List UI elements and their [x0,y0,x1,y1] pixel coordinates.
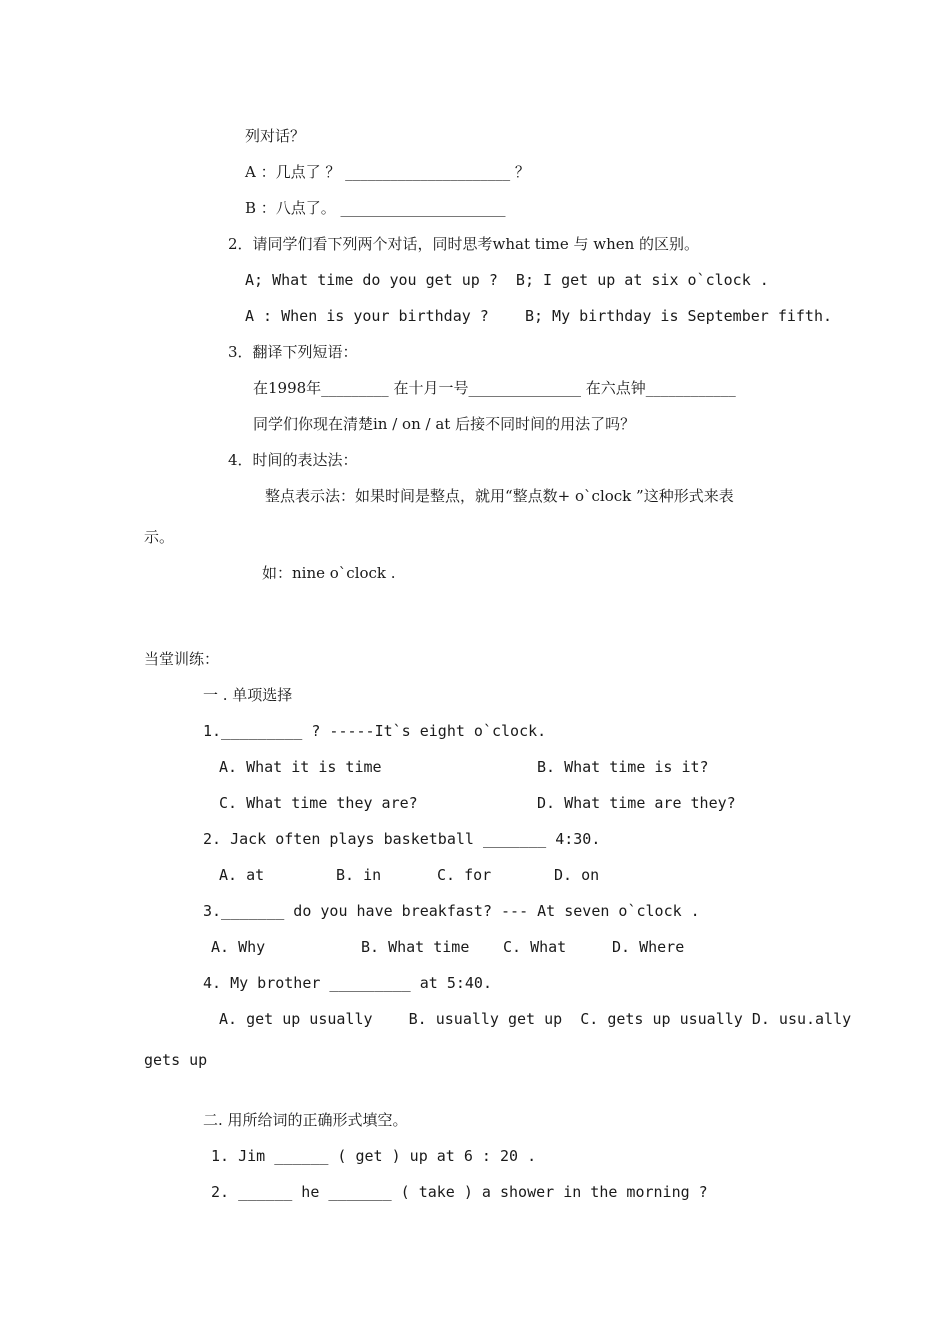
choice-option: C. for [437,866,492,884]
choice-option: A. get up usually B. usually get up C. gets up usually D. usu.ally [219,1010,852,1028]
text-line: 列对话？ [245,127,306,145]
choice-option: B. in [336,866,382,884]
choice-option: A. at [219,866,265,884]
choice-option: D. What time are they? [537,794,736,812]
question-text: 2. ______ he _______ ( take ) a shower in the morning ? [211,1183,708,1201]
choice-option: A. Why [211,938,266,956]
section-title: 当堂训练： [144,650,220,668]
section-subtitle: 一 . 单项选择 [203,686,293,704]
text-line: 整点表示法：如果时间是整点，就用“整点数+ o`clock ”这种形式来表 [265,487,734,505]
choice-option: D. on [554,866,600,884]
question-text: 1. Jim ______ ( get ) up at 6 : 20 . [211,1147,537,1165]
question-text: 3._______ do you have breakfast? --- At seven o`clock . [203,902,700,920]
choice-option: gets up [144,1051,208,1069]
text-line: 在1998年_________ 在十月一号_______________ 在六点钟____________ [253,379,736,397]
question-heading: 2．请同学们看下列两个对话，同时思考what time 与 when 的区别。 [228,235,700,253]
text-line: 示。 [144,528,175,546]
question-heading: 3．翻译下列短语： [228,343,358,361]
question-heading: 4．时间的表达法： [228,451,358,469]
question-text: 4. My brother _________ at 5:40. [203,974,492,992]
text-line: A ：几点了 ？ ______________________ ？ [245,163,530,181]
choice-option: D. Where [612,938,685,956]
choice-option: C. What time they are? [219,794,418,812]
choice-option: A. What it is time [219,758,382,776]
section-subtitle: 二. 用所给词的正确形式填空。 [203,1111,408,1129]
question-text: 1._________ ? -----It`s eight o`clock. [203,722,547,740]
text-line: A; What time do you get up ? B; I get up at six o`clock . [245,271,769,289]
text-line: 如：nine o`clock . [262,564,396,582]
text-line: A : When is your birthday ? B; My birthday is September fifth. [245,307,832,325]
choice-option: B. What time [361,938,470,956]
choice-option: C. What [503,938,567,956]
text-line: B ：八点了。 ______________________ [245,199,506,217]
question-text: 2. Jack often plays basketball _______ 4:30. [203,830,601,848]
choice-option: B. What time is it? [537,758,709,776]
text-line: 同学们你现在清楚in / on / at 后接不同时间的用法了吗？ [253,415,636,433]
